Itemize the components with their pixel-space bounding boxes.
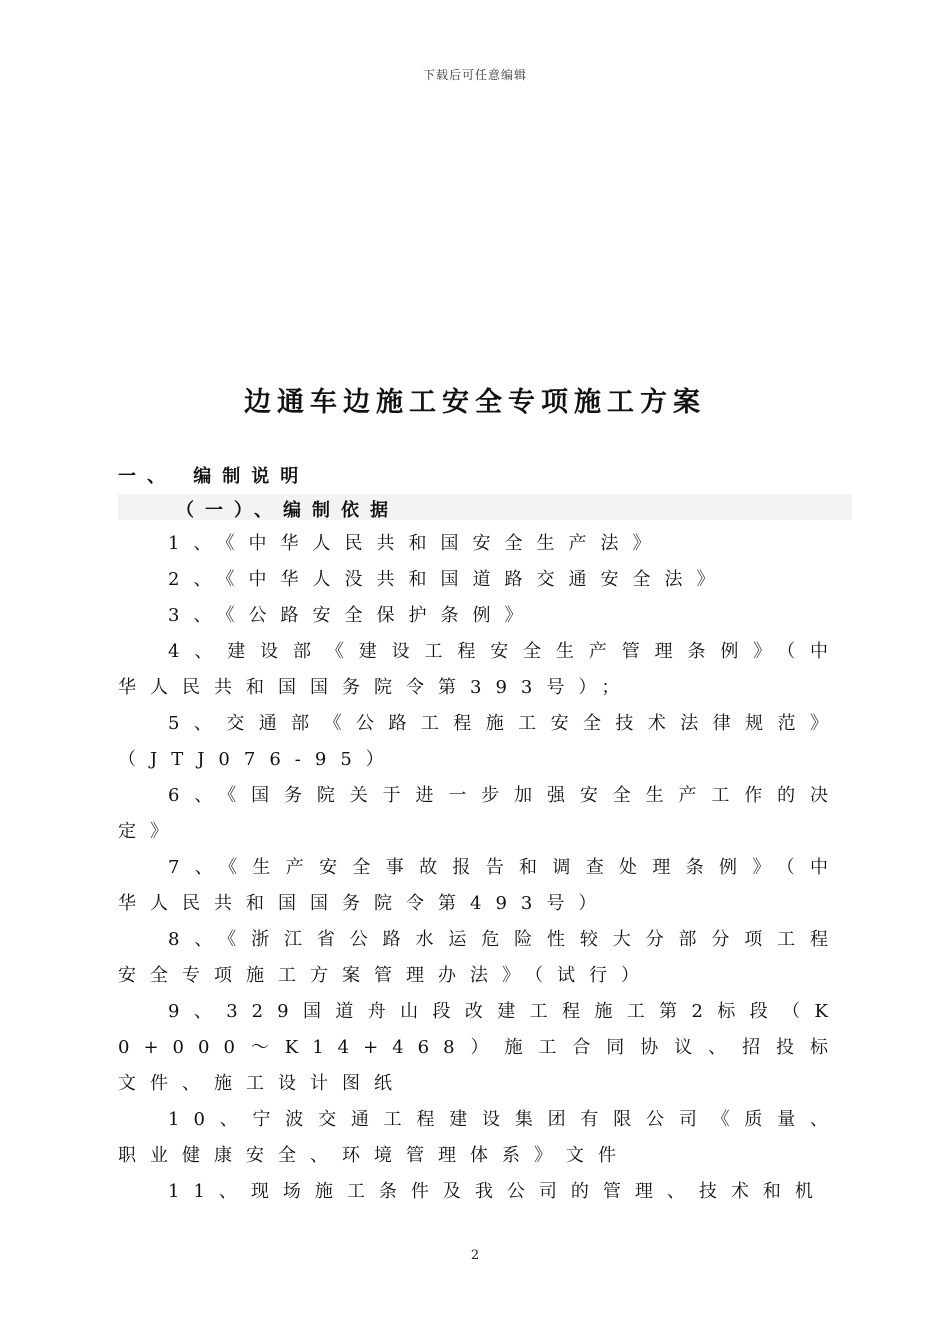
basis-item: 6、《国务院关于进一步加强安全生产工作的决定》 xyxy=(118,785,842,842)
page-number: 2 xyxy=(470,1248,480,1263)
basis-item: 8、《浙江省公路水运危险性较大分部分项工程安全专项施工方案管理办法》（试行） xyxy=(118,929,842,986)
basis-item: 10、宁波交通工程建设集团有限公司《质量、职业健康安全、环境管理体系》文件 xyxy=(118,1109,842,1166)
basis-item: 7、《生产安全事故报告和调查处理条例》（中华人民共和国国务院令第493号） xyxy=(118,857,842,914)
basis-item: 2、《中华人没共和国道路交通安全法》 xyxy=(168,569,729,590)
document-title: 边通车边施工安全专项施工方案 xyxy=(244,387,706,418)
basis-item: 3、《公路安全保护条例》 xyxy=(168,605,537,626)
basis-item: 4、建设部《建设工程安全生产管理条例》（中华人民共和国国务院令第393号）； xyxy=(118,641,842,698)
basis-item: 11、现场施工条件及我公司的管理、技术和机 xyxy=(168,1181,827,1202)
basis-item: 1、《中华人民共和国安全生产法》 xyxy=(168,533,665,554)
section-heading: 一、 编制说明 xyxy=(118,466,310,487)
subsection-heading: （一）、编制依据 xyxy=(176,500,399,521)
basis-item: 9、329国道舟山段改建工程施工第2标段（K0+000～K14+468）施工合同协议、招投标文件、施工设计图纸 xyxy=(118,1001,842,1094)
basis-item: 5、交通部《公路工程施工安全技术法律规范》（JTJ076-95） xyxy=(118,713,842,770)
header-note: 下载后可任意编辑 xyxy=(422,68,527,82)
basis-list xyxy=(118,526,842,1210)
